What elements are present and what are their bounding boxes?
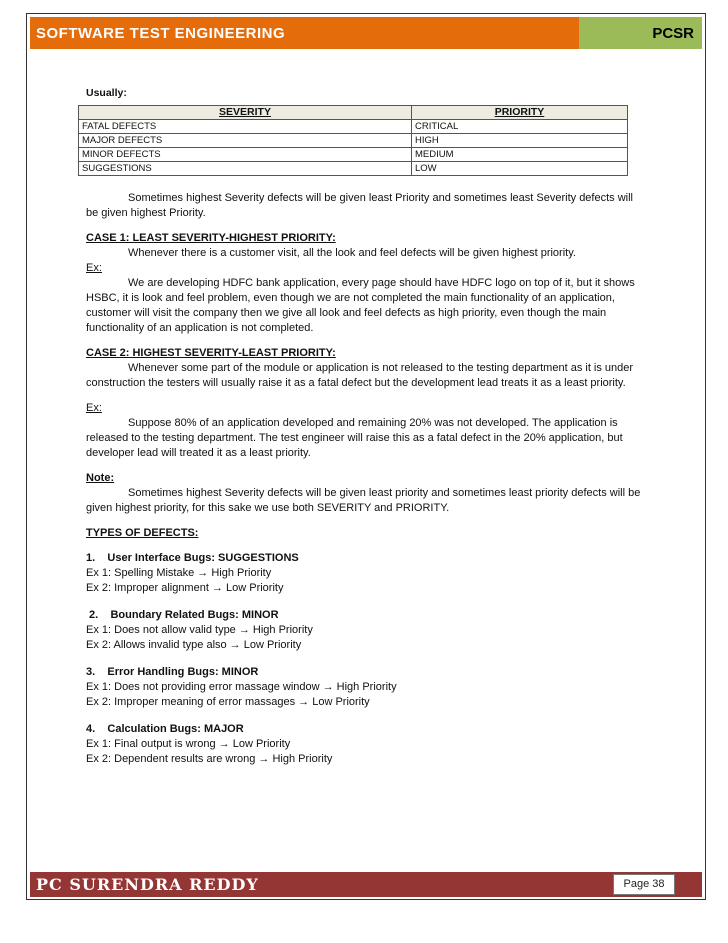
note-label: Note:	[86, 472, 115, 484]
table-cell: MEDIUM	[411, 148, 627, 162]
table-row	[79, 134, 628, 148]
table-cell: LOW	[411, 162, 627, 176]
defect-type-ex2: Ex 2: Improper alignment → Low Priority	[86, 582, 284, 594]
severity-priority-table	[78, 105, 628, 176]
table-header-severity: SEVERITY	[79, 106, 412, 120]
defect-type-title: 2. Boundary Related Bugs: MINOR	[86, 609, 279, 621]
header-title: SOFTWARE TEST ENGINEERING	[30, 17, 579, 49]
author-name: PC SURENDRA REDDY	[36, 875, 259, 894]
document-body	[82, 86, 646, 767]
header-tag: PCSR	[579, 17, 702, 49]
defect-type-4	[86, 722, 646, 767]
ex2-label: Ex:	[86, 402, 102, 414]
page-footer	[30, 872, 702, 897]
table-cell: MINOR DEFECTS	[79, 148, 412, 162]
table-cell: CRITICAL	[411, 120, 627, 134]
table-cell: SUGGESTIONS	[79, 162, 412, 176]
defect-type-title: 4. Calculation Bugs: MAJOR	[86, 723, 244, 735]
defect-type-ex2: Ex 2: Improper meaning of error massages → Low Priority	[86, 696, 370, 708]
case1-title: CASE 1: LEAST SEVERITY-HIGHEST PRIORITY:	[86, 232, 336, 244]
page-header	[30, 17, 702, 49]
case1-ex-label: Ex:	[86, 262, 102, 274]
defect-type-ex1: Ex 1: Does not allow valid type → High Priority	[86, 624, 313, 636]
case1-text: Whenever there is a customer visit, all the look and feel defects will be given highest priority.	[128, 247, 576, 259]
defect-type-ex1: Ex 1: Does not providing error massage window → High Priority	[86, 681, 397, 693]
table-header-row	[79, 106, 628, 120]
table-cell: HIGH	[411, 134, 627, 148]
defect-type-3	[86, 665, 646, 710]
table-header-priority: PRIORITY	[411, 106, 627, 120]
defect-type-title: 1. User Interface Bugs: SUGGESTIONS	[86, 552, 299, 564]
case2-text: Whenever some part of the module or application is not released to the testing department as it is under construction the testers will usually raise it as a fatal defect but the development lead treats it as a least priority.	[86, 362, 634, 389]
defect-type-ex2: Ex 2: Dependent results are wrong → High Priority	[86, 753, 333, 765]
defect-type-ex1: Ex 1: Spelling Mistake → High Priority	[86, 567, 272, 579]
intro-paragraph: Sometimes highest Severity defects will be given least Priority and sometimes least Severity defects will be given highest Priority.	[86, 192, 633, 219]
case1-ex-text: We are developing HDFC bank application, every page should have HDFC logo on top of it, but it shows HSBC, it is look and feel problem, even though we are not completed the main functionality of an application, customer will visit the company then we give all look and feel defects as high priority, even though the main functionality of an application is not completed.	[86, 277, 635, 334]
table-row	[79, 120, 628, 134]
defect-type-1	[86, 551, 646, 596]
note-text: Sometimes highest Severity defects will be given least priority and sometimes least priority defects will be given highest priority, for this sake we use both SEVERITY and PRIORITY.	[86, 487, 641, 514]
defect-type-ex1: Ex 1: Final output is wrong → Low Priority	[86, 738, 291, 750]
table-cell: FATAL DEFECTS	[79, 120, 412, 134]
defect-type-2	[86, 608, 646, 653]
page-number: Page 38	[613, 874, 675, 895]
table-cell: MAJOR DEFECTS	[79, 134, 412, 148]
defect-type-title: 3. Error Handling Bugs: MINOR	[86, 666, 259, 678]
table-row	[79, 162, 628, 176]
case2-title: CASE 2: HIGHEST SEVERITY-LEAST PRIORITY:	[86, 347, 336, 359]
table-row	[79, 148, 628, 162]
usually-label: Usually:	[86, 87, 127, 99]
ex2-text: Suppose 80% of an application developed and remaining 20% was not developed. The application is released to the testing department. The test engineer will raise this as a fatal defect in the 20% application, but developer lead will treated it as a least priority.	[86, 417, 623, 459]
defect-type-ex2: Ex 2: Allows invalid type also → Low Priority	[86, 639, 302, 651]
types-title: TYPES OF DEFECTS:	[86, 527, 199, 539]
